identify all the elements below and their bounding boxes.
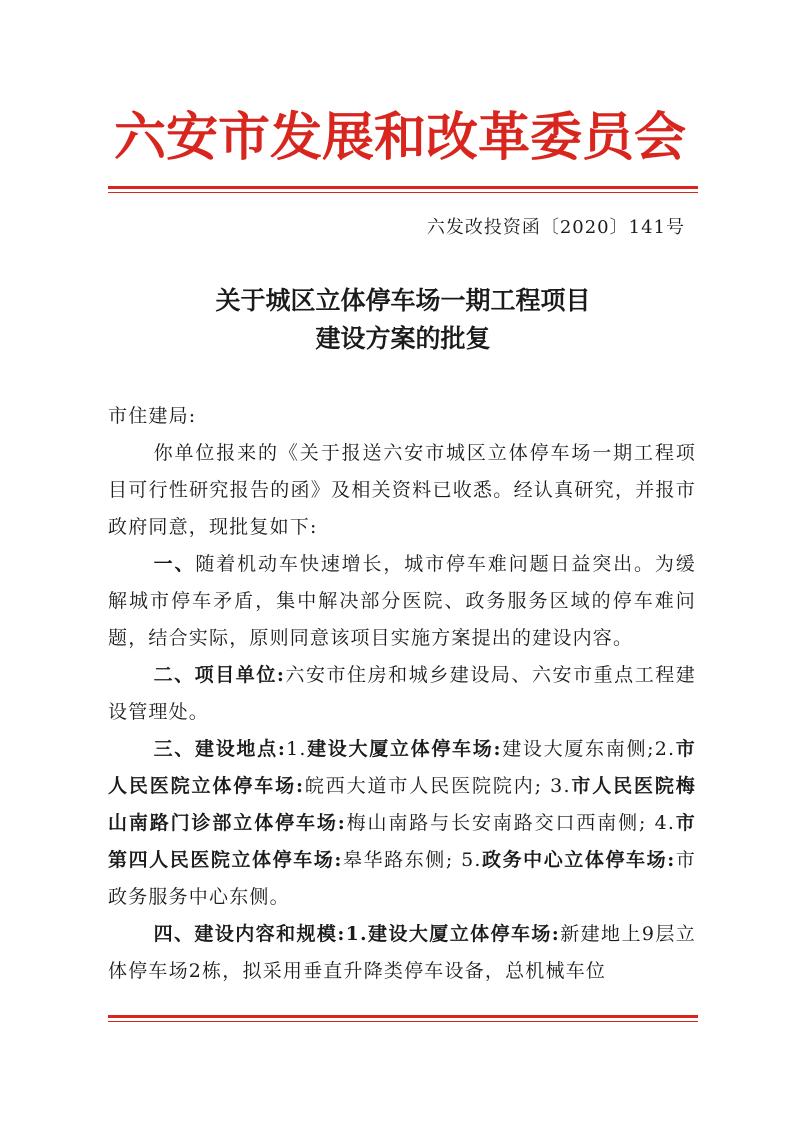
footer-rule-thin	[108, 1021, 698, 1022]
section-1-lead: 一、	[153, 553, 196, 575]
site-1-text: 建设大厦东南侧;	[501, 738, 655, 760]
site-5-name: 政务中心立体停车场:	[481, 849, 676, 871]
issuer-header: 六安市发展和改革委员会	[113, 107, 686, 168]
document-title	[108, 282, 698, 358]
salutation: 市住建局:	[108, 405, 197, 427]
header-rule-thin	[108, 192, 698, 193]
site-4-text: 皋华路东侧;	[342, 849, 454, 871]
section-4-lead: 四、建设内容和规模:	[153, 923, 346, 945]
site-3-name: 市人民医院梅山南路门诊部立体停车场:	[108, 775, 696, 834]
scope-1-num: 1.	[345, 923, 368, 945]
paragraph-section-2	[108, 657, 696, 731]
site-2-num: 2.	[654, 738, 676, 760]
section-1-text: 随着机动车快速增长，城市停车难问题日益突出。为缓解城市停车矛盾，集中解决部分医院、政务服务区域的停车难问题，结合实际，原则同意该项目实施方案提出的建设内容。	[108, 553, 696, 649]
section-3-lead: 三、建设地点:	[153, 738, 287, 760]
section-2-text: 六安市住房和城乡建设局、六安市重点工程建设管理处。	[108, 664, 696, 723]
header-rule-thick	[108, 186, 698, 189]
site-3-num: 3.	[550, 775, 571, 797]
paragraph-intro: 你单位报来的《关于报送六安市城区立体停车场一期工程项目可行性研究报告的函》及相关资料已收悉。经认真研究，并报市政府同意，现批复如下:	[108, 442, 696, 538]
footer-rule-thick	[108, 1015, 698, 1018]
paragraph-section-4	[108, 916, 696, 990]
scope-1-name: 建设大厦立体停车场:	[367, 923, 560, 945]
site-4-num: 4.	[654, 812, 676, 834]
document-body	[108, 398, 696, 990]
title-line-2: 建设方案的批复	[315, 324, 491, 353]
title-line-1: 关于城区立体停车场一期工程项目	[215, 286, 591, 315]
site-4-name: 市第四人民医院立体停车场:	[108, 812, 696, 871]
scope-1-text: 新建地上9层立体停车场2栋，拟采用垂直升降类停车设备，总机械车位	[108, 923, 697, 982]
document-number: 六发改投资函〔2020〕141号	[426, 217, 685, 238]
site-1-num: 1.	[286, 738, 307, 760]
paragraph-section-3	[108, 731, 696, 916]
site-2-name: 市人民医院立体停车场:	[108, 738, 696, 797]
site-3-text: 梅山南路与长安南路交口西南侧;	[345, 812, 647, 834]
section-2-lead: 二、项目单位:	[153, 664, 286, 686]
site-5-text: 市政务服务中心东侧。	[108, 849, 696, 908]
paragraph-section-1	[108, 546, 696, 657]
site-2-text: 皖西大道市人民医院院内;	[304, 775, 543, 797]
site-1-name: 建设大厦立体停车场:	[306, 738, 502, 760]
site-5-num: 5.	[461, 849, 482, 871]
